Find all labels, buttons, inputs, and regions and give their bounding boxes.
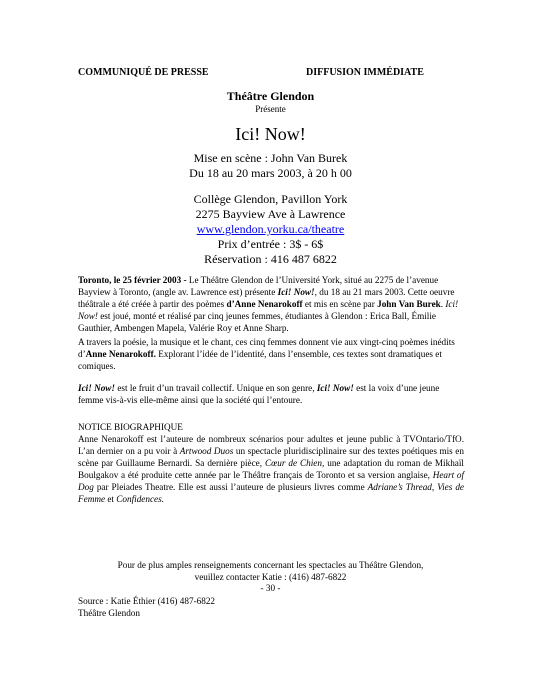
play-title-inline: Ici! Now! (78, 299, 459, 321)
play-title-inline: Ici! Now! (316, 383, 354, 393)
poetry-text-1: A travers la poésie, la musique et le chant, ces cinq femmes donnent vie aux vingt-cinq poèmes inédits d’ (78, 337, 455, 359)
author-name: d’Anne Nenarokoff (226, 299, 303, 309)
bio-text-3: , une adaptation du roman de Mikhaïl Boulgakov a été produite cette année par le Théâtre français de Toronto et sa version anglaise, (78, 458, 464, 480)
presents-label: Présente (255, 104, 286, 114)
collective-paragraph (78, 382, 464, 406)
source-line-2: Théâtre Glendon (78, 608, 140, 618)
intro-text-1: Le Théâtre Glendon de l’Université York, situé au 2275 de l’avenue Bayview à Toronto, (angle av. Lawrence est) présente (78, 275, 439, 297)
reservation-line: Réservation : 416 487 6822 (204, 252, 337, 266)
dates-line: Du 18 au 20 mars 2003, à 20 h 00 (189, 166, 352, 180)
poetry-paragraph (78, 336, 464, 372)
work-title: Heart of Dog (78, 470, 464, 492)
bio-text-2: un spectacle pluridisciplinaire sur des textes poétiques mis en scène par Guillaume Bernardi. Sa dernière pièce, (78, 446, 464, 468)
work-title: Cœur de Chien (265, 458, 322, 468)
website-link[interactable]: www.glendon.yorku.ca/theatre (196, 222, 345, 236)
intro-text-2: , du 18 au 21 mars 2003. Cette oeuvre théâtrale a été créée à partir des poèmes (78, 287, 455, 309)
author-name: Anne Nenarokoff. (85, 349, 156, 359)
address-line: 2275 Bayview Ave à Lawrence (195, 207, 346, 221)
bio-heading: NOTICE BIOGRAPHIQUE (78, 422, 183, 432)
dateline: Toronto, le 25 février 2003 - (78, 275, 187, 285)
venue-line: Collège Glendon, Pavillon York (193, 192, 348, 206)
bio-text-4: par Pleiades Theatre. Elle est aussi l’auteure de plusieurs livres comme (93, 482, 368, 492)
play-title-inline: Ici! Now! (78, 383, 116, 393)
collective-text-1: est le fruit d’un travail collectif. Unique en son genre, (115, 383, 317, 393)
intro-text-5: est joué, monté et réalisé par cinq jeunes femmes, étudiantes à Glendon : Erica Ball, Émilie Gauthier, Ambengen Mapela, Valérie Roy et Anne Sharp. (78, 311, 436, 333)
press-release-label: COMMUNIQUÉ DE PRESSE (78, 67, 209, 78)
work-title: Adriane’s Thread, Vies de Femme (78, 482, 465, 504)
immediate-release-label: DIFFUSION IMMÉDIATE (306, 67, 424, 78)
intro-text-3: et mis en scène par (302, 299, 378, 309)
play-title: Ici! Now! (235, 124, 306, 144)
intro-paragraph (78, 274, 464, 334)
bio-text-1: Anne Nenarokoff est l’auteure de nombreux scénarios pour adultes et jeune public à TVOntario/TfO. L’an dernier on a pu voir à (78, 434, 464, 456)
director-name: John Van Burek (377, 299, 441, 309)
bio-text-5: et (105, 494, 117, 504)
collective-text-2: est la voix d’une jeune femme vis-à-vis elle-même ainsi que la société qui l’entoure. (78, 383, 440, 405)
contact-line-2: veuillez contacter Katie : (416) 487-6822 (194, 572, 347, 582)
contact-line-1: Pour de plus amples renseignements concernant les spectacles au Théâtre Glendon, (117, 560, 424, 570)
play-title-inline: Ici! Now! (277, 287, 315, 297)
end-marker: - 30 - (260, 583, 281, 593)
work-title: Confidences. (116, 494, 164, 504)
director-line: Mise en scène : John Van Burek (193, 151, 348, 165)
poetry-text-2: Explorant l’idée de l’identité, dans l’ensemble, ces textes sont dramatiques et comiques. (78, 349, 442, 371)
source-line-1: Source : Katie Éthier (416) 487-6822 (78, 596, 216, 606)
price-line: Prix d’entrée : 3$ - 6$ (217, 237, 324, 251)
theatre-title: Théâtre Glendon (226, 89, 315, 103)
intro-text-4: . (440, 299, 446, 309)
bio-paragraph (78, 433, 464, 505)
work-title: Artwood Duos (179, 446, 234, 456)
